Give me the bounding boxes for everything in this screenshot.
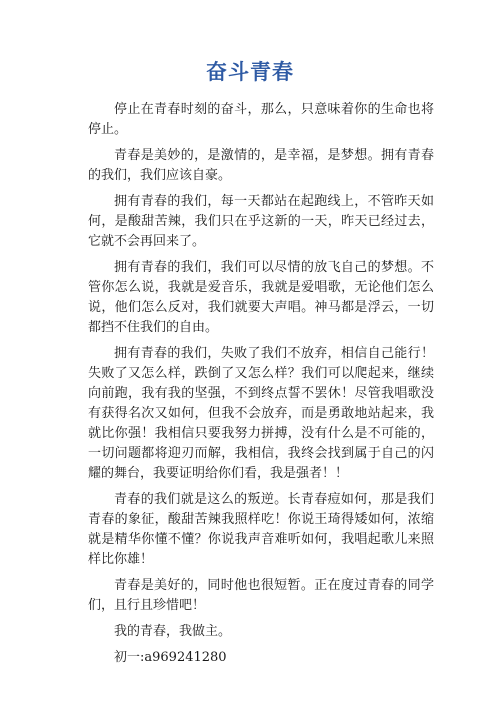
paragraph-3: 拥有青春的我们，每一天都站在起跑线上，不管昨天如何，是酸甜苦辣，我们只在乎这新的一天，昨天已经过去，它就不会再回来了。 [88, 194, 434, 249]
paragraph-7: 青春是美好的，同时他也很短暂。正在度过青春的同学们，且行且珍惜吧！ [88, 578, 434, 613]
paragraph-6: 青春的我们就是这么的叛逆。长青春痘如何，那是我们青春的象征，酸甜苦辣我照样吃！你说王琦得矮如何，浓缩就是精华你懂不懂？你说我声音难听如何，我唱起歌儿来照样比你雄！ [88, 492, 434, 567]
document-body [88, 100, 434, 674]
paragraph-1: 停止在青春时刻的奋斗，那么，只意味着你的生命也将停止。 [88, 102, 434, 137]
paragraph-4: 拥有青春的我们，我们可以尽情的放飞自己的梦想。不管你怎么说，我就是爱音乐，我就是爱唱歌，无论他们怎么说，他们怎么反对，我们就要大声唱。神马都是浮云，一切都挡不住我们的自由。 [88, 260, 434, 335]
paragraph-2: 青春是美妙的，是激情的，是幸福，是梦想。拥有青春的我们，我们应该自豪。 [88, 148, 434, 183]
author-signature: 初一:a969241280 [114, 650, 227, 665]
document-title: 奋斗青春 [206, 60, 294, 84]
paragraph-8: 我的青春，我做主。 [114, 624, 232, 639]
paragraph-5: 拥有青春的我们，失败了我们不放弃，相信自己能行！失败了又怎么样，跌倒了又怎么样？我们可以爬起来，继续向前跑，我有我的坚强，不到终点誓不罢休！尽管我唱歌没有获得名次又如何，但我不会放弃，而是勇敢地站起来，我就比你强！我相信只要我努力拼搏，没有什么是不可能的，一切问题都将迎刃而解，我相信，我终会找到属于自己的闪耀的舞台，我要证明给你们看，我是强者！！ [88, 346, 434, 481]
